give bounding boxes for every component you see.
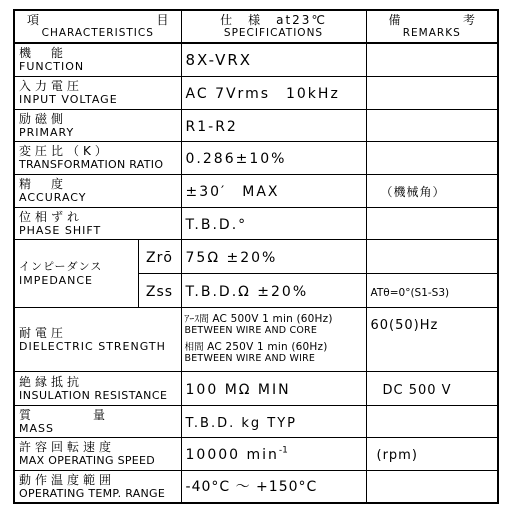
row-insulation [14, 371, 498, 405]
dielectric-label-jp: 耐電圧 [19, 325, 68, 340]
dielectric-label-en: DIELECTRIC STRENGTH [19, 339, 166, 353]
mass-label-en: MASS [19, 421, 54, 435]
header-remarks-jp-right: 考 [463, 13, 476, 27]
accuracy-remark: （機械角） [380, 185, 446, 199]
row-mass [14, 405, 498, 437]
zss-value: T.B.D.Ω ±20% [185, 283, 309, 300]
max-speed-label-en: MAX OPERATING SPEED [19, 454, 156, 467]
operating-temp-value: -40°C ～ +150°C [185, 479, 318, 496]
zss-remark: ATθ=0°(S1-S3) [370, 286, 450, 299]
operating-temp-label-en: OPERATING TEMP. RANGE [19, 486, 166, 500]
spec-table [13, 9, 499, 504]
zro-value: 75Ω ±20% [185, 249, 278, 266]
max-speed-value: 10000 min [185, 447, 279, 463]
header-spec-jp: 仕 様 at23℃ [220, 13, 327, 27]
input-voltage-value: AC 7Vrms 10kHz [185, 85, 340, 102]
insulation-label-en: INSULATION RESISTANCE [19, 388, 168, 402]
header-remarks-en: REMARKS [402, 27, 461, 39]
function-value: 8X-VRX [185, 51, 253, 70]
phase-shift-value: T.B.D.° [185, 216, 248, 233]
primary-label-jp: 励磁側 [19, 111, 68, 126]
header-item-jp-right: 目 [156, 13, 169, 27]
insulation-remark: DC 500 V [382, 382, 452, 398]
header-item-jp-left: 項 [27, 13, 40, 27]
header-characteristics [14, 10, 181, 43]
header-remarks [366, 10, 498, 43]
input-voltage-label-jp: 入力電圧 [19, 79, 84, 93]
accuracy-value: ±30′ MAX [185, 183, 280, 200]
mass-label-jp-left: 質 [19, 407, 36, 422]
row-phase-shift [14, 207, 498, 239]
row-impedance-zro [14, 239, 498, 273]
dielectric-line2-prefix: 相間 [184, 342, 204, 353]
zss-label: Zss [145, 283, 174, 300]
accuracy-label-en: ACCURACY [19, 191, 87, 204]
insulation-label-jp: 絶縁抵抗 [19, 374, 84, 389]
phase-shift-label-en: PHASE SHIFT [19, 223, 102, 237]
row-function [14, 43, 498, 76]
row-input-voltage [14, 76, 498, 109]
primary-label-en: PRIMARY [19, 125, 75, 139]
dielectric-remark: 60(50)Hz [370, 317, 439, 333]
dielectric-line1-value: AC 500V 1 min (60Hz) [212, 313, 333, 325]
ratio-value: 0.286±10% [185, 151, 287, 167]
impedance-label-jp: インピーダンス [19, 259, 103, 273]
mass-label-jp-right: 量 [92, 407, 109, 422]
zro-label: Zrō [146, 249, 173, 266]
operating-temp-label-jp: 動作温度範囲 [19, 472, 116, 487]
impedance-label-en: IMPEDANCE [19, 273, 93, 287]
mass-value: T.B.D. kg TYP [185, 415, 298, 431]
header-item-en: CHARACTERISTICS [41, 27, 154, 39]
row-accuracy [14, 174, 498, 207]
primary-value: R1-R2 [185, 118, 238, 135]
max-speed-remark: (rpm) [376, 448, 418, 463]
dielectric-line2-value: AC 250V 1 min (60Hz) [207, 341, 328, 353]
accuracy-label-jp: 精 度 [19, 177, 68, 191]
dielectric-line2-sub: BETWEEN WIRE AND WIRE [184, 353, 316, 364]
input-voltage-label-en: INPUT VOLTAGE [19, 93, 118, 106]
dielectric-line1-sub: BETWEEN WIRE AND CORE [184, 325, 318, 336]
row-primary [14, 109, 498, 141]
row-operating-temp [14, 470, 498, 503]
header-remarks-jp-left: 備 [388, 13, 401, 27]
dielectric-line1-prefix: ｱｰｽ間 [184, 314, 210, 325]
max-speed-label-jp: 許容回転速度 [19, 440, 116, 454]
function-label-jp: 機 能 [19, 46, 68, 61]
header-row [14, 10, 498, 43]
insulation-value: 100 MΩ MIN [185, 381, 291, 398]
header-spec-en: SPECIFICATIONS [223, 27, 324, 39]
header-specifications [181, 10, 366, 43]
row-dielectric [14, 307, 498, 371]
impedance-label-cell [14, 239, 138, 307]
ratio-label-en: TRANSFORMATION RATIO [19, 158, 164, 171]
function-label-en: FUNCTION [19, 60, 85, 74]
phase-shift-label-jp: 位相ずれ [19, 209, 84, 224]
row-max-speed [14, 437, 498, 470]
max-speed-exponent: -1 [278, 445, 288, 456]
row-transformation-ratio [14, 141, 498, 174]
ratio-label-jp: 変圧比（K） [19, 144, 111, 158]
